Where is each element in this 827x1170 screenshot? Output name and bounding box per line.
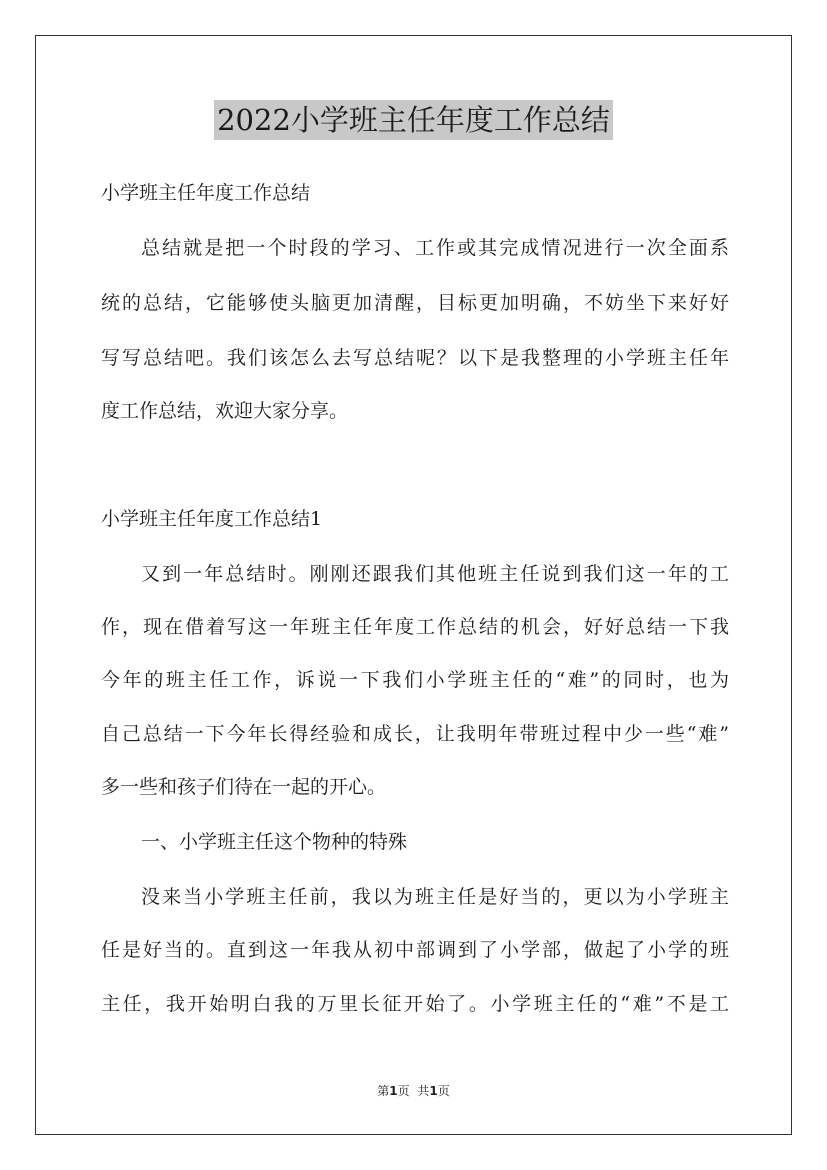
heading-line: 小学班主任年度工作总结 <box>101 182 311 204</box>
paragraph-line: 多一些和孩子们待在一起的开心。 <box>101 776 387 798</box>
title-container <box>0 100 827 140</box>
paragraph-line: 作，现在借着写这一年班主任年度工作总结的机会，好好总结一下我 <box>101 616 729 638</box>
paragraph-line: 任是好当的。直到这一年我从初中部调到了小学部，做起了小学的班 <box>101 939 729 961</box>
footer-total-number: 1 <box>429 1084 438 1098</box>
section-heading: 小学班主任年度工作总结1 <box>101 508 323 530</box>
footer-total-prefix: 共 <box>417 1084 430 1098</box>
footer-total-suffix: 页 <box>437 1084 450 1098</box>
paragraph-line: 没来当小学班主任前，我以为班主任是好当的，更以为小学班主 <box>141 886 729 908</box>
paragraph-line: 今年的班主任工作，诉说一下我们小学班主任的“难”的同时，也为 <box>101 669 729 691</box>
paragraph-line: 又到一年总结时。刚刚还跟我们其他班主任说到我们这一年的工 <box>141 563 729 585</box>
subsection-heading: 一、小学班主任这个物种的特殊 <box>141 831 408 853</box>
paragraph-line: 统的总结，它能够使头脑更加清醒，目标更加明确，不妨坐下来好好 <box>101 292 729 314</box>
document-title: 2022小学班主任年度工作总结 <box>214 100 613 140</box>
paragraph-line: 写写总结吧。我们该怎么去写总结呢？以下是我整理的小学班主任年 <box>101 347 729 369</box>
paragraph-line: 总结就是把一个时段的学习、工作或其完成情况进行一次全面系 <box>141 237 729 259</box>
footer-page-suffix: 页 <box>397 1084 410 1098</box>
paragraph-line: 主任，我开始明白我的万里长征开始了。小学班主任的“难”不是工 <box>101 993 729 1015</box>
page-footer <box>0 1082 827 1099</box>
footer-page-number: 1 <box>389 1084 398 1098</box>
paragraph-line: 自己总结一下今年长得经验和成长，让我明年带班过程中少一些“难” <box>101 723 729 745</box>
footer-page-prefix: 第 <box>377 1084 390 1098</box>
paragraph-line: 度工作总结，欢迎大家分享。 <box>101 400 349 422</box>
